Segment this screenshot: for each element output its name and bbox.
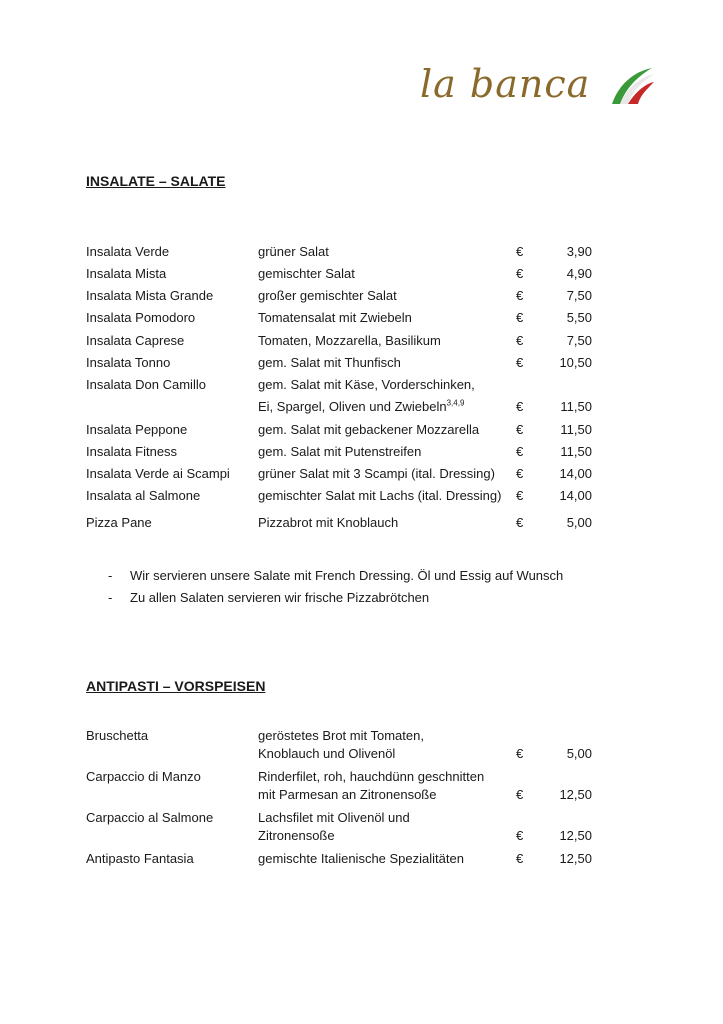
menu-item [86, 422, 596, 442]
note-bullet: - [108, 568, 113, 583]
item-description: Lachsfilet mit Olivenöl und [258, 810, 410, 825]
item-description: grüner Salat mit 3 Scampi (ital. Dressing) [258, 466, 495, 481]
item-name: Antipasto Fantasia [86, 851, 194, 866]
section-title-antipasti: ANTIPASTI – VORSPEISEN [86, 678, 266, 694]
menu-item-continuation [86, 399, 596, 419]
item-description-line2: mit Parmesan an Zitronensoße [258, 787, 437, 802]
menu-item-continuation [86, 746, 596, 766]
menu-item [86, 515, 596, 535]
note-bullet: - [108, 590, 113, 605]
item-price: 4,90 [566, 266, 592, 281]
item-name: Insalata Don Camillo [86, 377, 206, 392]
item-price: 5,00 [566, 515, 592, 530]
item-price: 12,50 [559, 787, 592, 802]
currency: € [516, 266, 524, 281]
item-price: 12,50 [559, 851, 592, 866]
item-description: gemischte Italienische Spezialitäten [258, 851, 464, 866]
item-name: Insalata Tonno [86, 355, 171, 370]
item-description: gemischter Salat [258, 266, 355, 281]
menu-item-continuation [86, 828, 596, 848]
item-name: Insalata Pomodoro [86, 310, 196, 325]
menu-item-continuation [86, 787, 596, 807]
item-description: gem. Salat mit Thunfisch [258, 355, 401, 370]
menu-item [86, 266, 596, 286]
menu-item [86, 444, 596, 464]
item-price: 11,50 [560, 444, 592, 459]
currency: € [516, 828, 524, 843]
item-price: 14,00 [559, 466, 592, 481]
item-name: Pizza Pane [86, 515, 152, 530]
section-title-salate: INSALATE – SALATE [86, 173, 226, 189]
item-description-line2: Knoblauch und Olivenöl [258, 746, 396, 761]
currency: € [516, 288, 524, 303]
item-price: 7,50 [566, 333, 592, 348]
item-description: großer gemischter Salat [258, 288, 397, 303]
currency: € [516, 851, 524, 866]
menu-item [86, 466, 596, 486]
currency: € [516, 244, 524, 259]
item-name: Bruschetta [86, 728, 149, 743]
menu-item [86, 333, 596, 353]
item-name: Carpaccio di Manzo [86, 769, 201, 784]
item-description: Rinderfilet, roh, hauchdünn geschnitten [258, 769, 485, 784]
currency: € [516, 787, 524, 802]
item-description-line2: Zitronensoße [258, 828, 335, 843]
menu-item [86, 810, 596, 830]
item-name: Insalata Fitness [86, 444, 178, 459]
item-description-text: Ei, Spargel, Oliven und Zwiebeln [258, 399, 447, 414]
item-description: gem. Salat mit Putenstreifen [258, 444, 422, 459]
currency: € [516, 444, 524, 459]
item-name: Insalata Caprese [86, 333, 185, 348]
item-name: Insalata Verde [86, 244, 170, 259]
currency: € [516, 310, 524, 325]
note-text: Wir servieren unsere Salate mit French Dressing. Öl und Essig auf Wunsch [130, 568, 564, 583]
item-price: 11,50 [560, 399, 592, 414]
item-description: Tomatensalat mit Zwiebeln [258, 310, 412, 325]
logo [420, 62, 660, 122]
menu-item [86, 244, 596, 264]
menu-item [86, 769, 596, 789]
italian-flag-swoosh-icon [608, 64, 656, 108]
currency: € [516, 466, 524, 481]
item-price: 10,50 [559, 355, 592, 370]
currency: € [516, 355, 524, 370]
item-price: 3,90 [566, 244, 592, 259]
logo-text: la banca [420, 62, 591, 106]
item-name: Insalata Mista Grande [86, 288, 214, 303]
menu-item [86, 310, 596, 330]
currency: € [516, 422, 524, 437]
currency: € [516, 488, 524, 503]
item-price: 14,00 [559, 488, 592, 503]
item-description: Pizzabrot mit Knoblauch [258, 515, 399, 530]
currency: € [516, 333, 524, 348]
note-text: Zu allen Salaten servieren wir frische Pizzabrötchen [130, 590, 430, 605]
menu-item [86, 728, 596, 748]
item-name: Insalata Verde ai Scampi [86, 466, 230, 481]
item-name: Insalata Peppone [86, 422, 188, 437]
item-name: Insalata al Salmone [86, 488, 201, 503]
item-description: Tomaten, Mozzarella, Basilikum [258, 333, 441, 348]
currency: € [516, 515, 524, 530]
menu-item [86, 355, 596, 375]
item-description: geröstetes Brot mit Tomaten, [258, 728, 424, 743]
currency: € [516, 399, 524, 414]
menu-item [86, 851, 596, 871]
menu-item [86, 288, 596, 308]
item-price: 5,00 [566, 746, 592, 761]
menu-item [86, 377, 596, 397]
allergen-codes: 3,4,9 [446, 398, 465, 408]
item-price: 7,50 [566, 288, 592, 303]
item-price: 5,50 [566, 310, 592, 325]
item-description: gem. Salat mit gebackener Mozzarella [258, 422, 480, 437]
item-description-line2 [258, 399, 464, 414]
item-price: 12,50 [559, 828, 592, 843]
menu-item [86, 488, 596, 508]
currency: € [516, 746, 524, 761]
item-description: gemischter Salat mit Lachs (ital. Dressing) [258, 488, 502, 503]
item-name: Insalata Mista [86, 266, 167, 281]
item-description: gem. Salat mit Käse, Vorderschinken, [258, 377, 475, 392]
item-name: Carpaccio al Salmone [86, 810, 214, 825]
item-description: grüner Salat [258, 244, 329, 259]
item-price: 11,50 [560, 422, 592, 437]
